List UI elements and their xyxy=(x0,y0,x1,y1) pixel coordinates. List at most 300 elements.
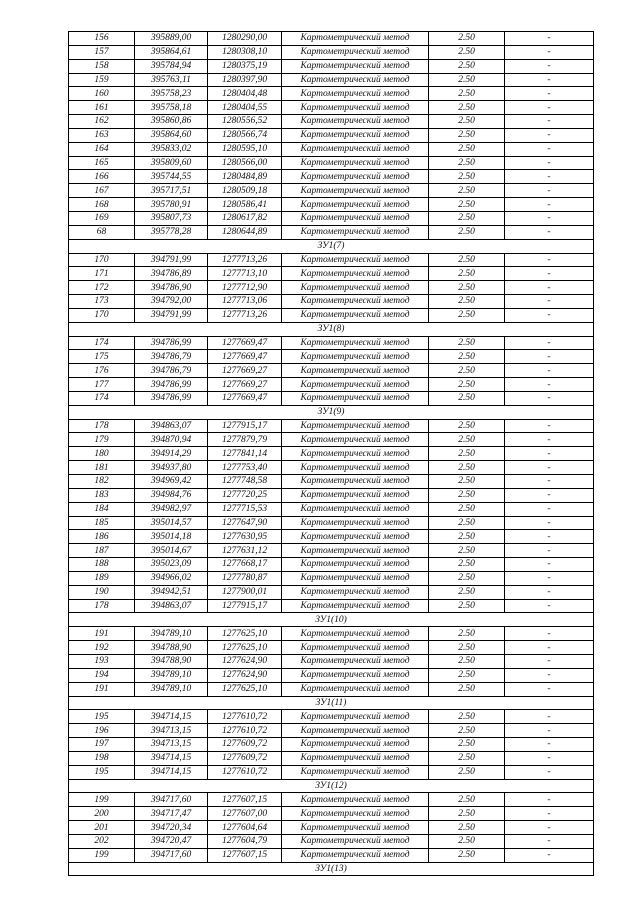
method-cell: Картометрический метод xyxy=(282,738,429,752)
y-coordinate: 1277753,40 xyxy=(208,461,282,475)
point-number: 198 xyxy=(69,751,135,765)
method-cell: Картометрический метод xyxy=(282,59,429,73)
accuracy-cell: 2.50 xyxy=(429,461,505,475)
point-number: 174 xyxy=(69,336,135,350)
point-number: 189 xyxy=(69,571,135,585)
dash-cell: - xyxy=(505,156,594,170)
point-number: 158 xyxy=(69,59,135,73)
method-cell: Картометрический метод xyxy=(282,198,429,212)
x-coordinate: 394786,79 xyxy=(135,350,208,364)
table-row xyxy=(69,59,594,73)
accuracy-cell: 2.50 xyxy=(429,710,505,724)
accuracy-cell: 2.50 xyxy=(429,87,505,101)
table-row xyxy=(69,128,594,142)
dash-cell: - xyxy=(505,170,594,184)
accuracy-cell: 2.50 xyxy=(429,115,505,129)
dash-cell: - xyxy=(505,267,594,281)
point-number: 195 xyxy=(69,710,135,724)
method-cell: Картометрический метод xyxy=(282,558,429,572)
x-coordinate: 394714,15 xyxy=(135,751,208,765)
x-coordinate: 395763,11 xyxy=(135,73,208,87)
y-coordinate: 1277668,17 xyxy=(208,558,282,572)
point-number: 191 xyxy=(69,682,135,696)
accuracy-cell: 2.50 xyxy=(429,641,505,655)
section-label: ЗУ1(12) xyxy=(69,779,594,793)
method-cell: Картометрический метод xyxy=(282,475,429,489)
method-cell: Картометрический метод xyxy=(282,419,429,433)
point-number: 184 xyxy=(69,502,135,516)
accuracy-cell: 2.50 xyxy=(429,682,505,696)
point-number: 169 xyxy=(69,211,135,225)
point-number: 201 xyxy=(69,821,135,835)
dash-cell: - xyxy=(505,848,594,862)
point-number: 162 xyxy=(69,115,135,129)
dash-cell: - xyxy=(505,336,594,350)
table-row xyxy=(69,834,594,848)
dash-cell: - xyxy=(505,627,594,641)
y-coordinate: 1280375,19 xyxy=(208,59,282,73)
point-number: 156 xyxy=(69,32,135,46)
x-coordinate: 394786,99 xyxy=(135,336,208,350)
y-coordinate: 1277669,47 xyxy=(208,336,282,350)
section-row xyxy=(69,405,594,419)
x-coordinate: 395784,94 xyxy=(135,59,208,73)
table-row xyxy=(69,101,594,115)
x-coordinate: 394791,99 xyxy=(135,253,208,267)
accuracy-cell: 2.50 xyxy=(429,738,505,752)
x-coordinate: 395860,86 xyxy=(135,115,208,129)
table-row xyxy=(69,115,594,129)
accuracy-cell: 2.50 xyxy=(429,627,505,641)
table-row xyxy=(69,710,594,724)
table-row xyxy=(69,793,594,807)
point-number: 196 xyxy=(69,724,135,738)
y-coordinate: 1277624,90 xyxy=(208,668,282,682)
dash-cell: - xyxy=(505,253,594,267)
point-number: 170 xyxy=(69,253,135,267)
dash-cell: - xyxy=(505,364,594,378)
method-cell: Картометрический метод xyxy=(282,267,429,281)
point-number: 168 xyxy=(69,198,135,212)
dash-cell: - xyxy=(505,793,594,807)
method-cell: Картометрический метод xyxy=(282,433,429,447)
y-coordinate: 1280556,52 xyxy=(208,115,282,129)
x-coordinate: 394942,51 xyxy=(135,585,208,599)
y-coordinate: 1280509,18 xyxy=(208,184,282,198)
x-coordinate: 395864,60 xyxy=(135,128,208,142)
point-number: 186 xyxy=(69,530,135,544)
x-coordinate: 394984,76 xyxy=(135,488,208,502)
point-number: 174 xyxy=(69,391,135,405)
table-row xyxy=(69,350,594,364)
x-coordinate: 395014,57 xyxy=(135,516,208,530)
dash-cell: - xyxy=(505,724,594,738)
section-label: ЗУ1(9) xyxy=(69,405,594,419)
table-row xyxy=(69,641,594,655)
table-row xyxy=(69,599,594,613)
dash-cell: - xyxy=(505,544,594,558)
dash-cell: - xyxy=(505,281,594,295)
table-row xyxy=(69,558,594,572)
method-cell: Картометрический метод xyxy=(282,502,429,516)
accuracy-cell: 2.50 xyxy=(429,198,505,212)
dash-cell: - xyxy=(505,682,594,696)
table-row xyxy=(69,488,594,502)
y-coordinate: 1277607,15 xyxy=(208,793,282,807)
method-cell: Картометрический метод xyxy=(282,350,429,364)
y-coordinate: 1280566,74 xyxy=(208,128,282,142)
y-coordinate: 1277607,15 xyxy=(208,848,282,862)
y-coordinate: 1277879,79 xyxy=(208,433,282,447)
table-row xyxy=(69,45,594,59)
y-coordinate: 1277713,10 xyxy=(208,267,282,281)
point-number: 165 xyxy=(69,156,135,170)
method-cell: Картометрический метод xyxy=(282,599,429,613)
method-cell: Картометрический метод xyxy=(282,654,429,668)
table-row xyxy=(69,267,594,281)
accuracy-cell: 2.50 xyxy=(429,751,505,765)
method-cell: Картометрический метод xyxy=(282,682,429,696)
table-row xyxy=(69,502,594,516)
point-number: 190 xyxy=(69,585,135,599)
section-row xyxy=(69,779,594,793)
accuracy-cell: 2.50 xyxy=(429,724,505,738)
dash-cell: - xyxy=(505,668,594,682)
point-number: 159 xyxy=(69,73,135,87)
accuracy-cell: 2.50 xyxy=(429,558,505,572)
section-label: ЗУ1(7) xyxy=(69,239,594,253)
dash-cell: - xyxy=(505,475,594,489)
table-row xyxy=(69,516,594,530)
dash-cell: - xyxy=(505,419,594,433)
point-number: 185 xyxy=(69,516,135,530)
x-coordinate: 395864,61 xyxy=(135,45,208,59)
y-coordinate: 1277900,01 xyxy=(208,585,282,599)
method-cell: Картометрический метод xyxy=(282,225,429,239)
dash-cell: - xyxy=(505,516,594,530)
x-coordinate: 394937,80 xyxy=(135,461,208,475)
dash-cell: - xyxy=(505,585,594,599)
accuracy-cell: 2.50 xyxy=(429,364,505,378)
method-cell: Картометрический метод xyxy=(282,571,429,585)
point-number: 199 xyxy=(69,848,135,862)
dash-cell: - xyxy=(505,295,594,309)
y-coordinate: 1277630,95 xyxy=(208,530,282,544)
table-row xyxy=(69,765,594,779)
point-number: 171 xyxy=(69,267,135,281)
section-row xyxy=(69,239,594,253)
accuracy-cell: 2.50 xyxy=(429,544,505,558)
table-row xyxy=(69,668,594,682)
x-coordinate: 394786,90 xyxy=(135,281,208,295)
x-coordinate: 395833,02 xyxy=(135,142,208,156)
point-number: 178 xyxy=(69,599,135,613)
method-cell: Картометрический метод xyxy=(282,668,429,682)
point-number: 172 xyxy=(69,281,135,295)
x-coordinate: 394713,15 xyxy=(135,724,208,738)
x-coordinate: 394982,97 xyxy=(135,502,208,516)
x-coordinate: 395889,00 xyxy=(135,32,208,46)
accuracy-cell: 2.50 xyxy=(429,848,505,862)
x-coordinate: 394717,60 xyxy=(135,848,208,862)
method-cell: Картометрический метод xyxy=(282,751,429,765)
table-row xyxy=(69,142,594,156)
point-number: 193 xyxy=(69,654,135,668)
method-cell: Картометрический метод xyxy=(282,156,429,170)
accuracy-cell: 2.50 xyxy=(429,391,505,405)
x-coordinate: 395758,23 xyxy=(135,87,208,101)
table-row xyxy=(69,461,594,475)
y-coordinate: 1277609,72 xyxy=(208,738,282,752)
accuracy-cell: 2.50 xyxy=(429,101,505,115)
accuracy-cell: 2.50 xyxy=(429,32,505,46)
dash-cell: - xyxy=(505,87,594,101)
accuracy-cell: 2.50 xyxy=(429,267,505,281)
accuracy-cell: 2.50 xyxy=(429,668,505,682)
x-coordinate: 395780,91 xyxy=(135,198,208,212)
y-coordinate: 1277607,00 xyxy=(208,807,282,821)
x-coordinate: 394966,02 xyxy=(135,571,208,585)
point-number: 187 xyxy=(69,544,135,558)
section-row xyxy=(69,696,594,710)
table-row xyxy=(69,32,594,46)
accuracy-cell: 2.50 xyxy=(429,488,505,502)
y-coordinate: 1277780,87 xyxy=(208,571,282,585)
table-row xyxy=(69,738,594,752)
table-row xyxy=(69,281,594,295)
method-cell: Картометрический метод xyxy=(282,544,429,558)
x-coordinate: 394720,47 xyxy=(135,834,208,848)
section-label: ЗУ1(8) xyxy=(69,322,594,336)
y-coordinate: 1277669,47 xyxy=(208,350,282,364)
dash-cell: - xyxy=(505,32,594,46)
y-coordinate: 1277609,72 xyxy=(208,751,282,765)
point-number: 157 xyxy=(69,45,135,59)
table-row xyxy=(69,654,594,668)
x-coordinate: 395809,60 xyxy=(135,156,208,170)
x-coordinate: 395744,55 xyxy=(135,170,208,184)
x-coordinate: 394713,15 xyxy=(135,738,208,752)
table-row xyxy=(69,530,594,544)
point-number: 177 xyxy=(69,378,135,392)
method-cell: Картометрический метод xyxy=(282,115,429,129)
method-cell: Картометрический метод xyxy=(282,32,429,46)
method-cell: Картометрический метод xyxy=(282,87,429,101)
accuracy-cell: 2.50 xyxy=(429,156,505,170)
point-number: 194 xyxy=(69,668,135,682)
section-row xyxy=(69,613,594,627)
y-coordinate: 1280290,00 xyxy=(208,32,282,46)
point-number: 163 xyxy=(69,128,135,142)
point-number: 202 xyxy=(69,834,135,848)
y-coordinate: 1277610,72 xyxy=(208,724,282,738)
table-row xyxy=(69,807,594,821)
dash-cell: - xyxy=(505,599,594,613)
point-number: 170 xyxy=(69,308,135,322)
x-coordinate: 394714,15 xyxy=(135,765,208,779)
x-coordinate: 394914,29 xyxy=(135,447,208,461)
dash-cell: - xyxy=(505,807,594,821)
y-coordinate: 1277604,79 xyxy=(208,834,282,848)
method-cell: Картометрический метод xyxy=(282,627,429,641)
point-number: 179 xyxy=(69,433,135,447)
method-cell: Картометрический метод xyxy=(282,364,429,378)
method-cell: Картометрический метод xyxy=(282,101,429,115)
point-number: 192 xyxy=(69,641,135,655)
accuracy-cell: 2.50 xyxy=(429,516,505,530)
point-number: 178 xyxy=(69,419,135,433)
x-coordinate: 394870,94 xyxy=(135,433,208,447)
dash-cell: - xyxy=(505,641,594,655)
y-coordinate: 1280566,00 xyxy=(208,156,282,170)
dash-cell: - xyxy=(505,115,594,129)
y-coordinate: 1277713,06 xyxy=(208,295,282,309)
dash-cell: - xyxy=(505,184,594,198)
accuracy-cell: 2.50 xyxy=(429,142,505,156)
table-row xyxy=(69,419,594,433)
x-coordinate: 394720,34 xyxy=(135,821,208,835)
dash-cell: - xyxy=(505,391,594,405)
method-cell: Картометрический метод xyxy=(282,516,429,530)
x-coordinate: 394786,99 xyxy=(135,378,208,392)
x-coordinate: 395014,18 xyxy=(135,530,208,544)
method-cell: Картометрический метод xyxy=(282,461,429,475)
table-row xyxy=(69,627,594,641)
y-coordinate: 1277713,26 xyxy=(208,253,282,267)
dash-cell: - xyxy=(505,571,594,585)
method-cell: Картометрический метод xyxy=(282,308,429,322)
method-cell: Картометрический метод xyxy=(282,253,429,267)
table-row xyxy=(69,364,594,378)
accuracy-cell: 2.50 xyxy=(429,59,505,73)
method-cell: Картометрический метод xyxy=(282,45,429,59)
section-label: ЗУ1(13) xyxy=(69,862,594,876)
point-number: 68 xyxy=(69,225,135,239)
y-coordinate: 1280404,55 xyxy=(208,101,282,115)
accuracy-cell: 2.50 xyxy=(429,502,505,516)
method-cell: Картометрический метод xyxy=(282,530,429,544)
accuracy-cell: 2.50 xyxy=(429,184,505,198)
y-coordinate: 1277610,72 xyxy=(208,710,282,724)
table-row xyxy=(69,295,594,309)
method-cell: Картометрический метод xyxy=(282,378,429,392)
x-coordinate: 394789,10 xyxy=(135,682,208,696)
accuracy-cell: 2.50 xyxy=(429,475,505,489)
coordinates-table xyxy=(68,31,594,876)
accuracy-cell: 2.50 xyxy=(429,571,505,585)
dash-cell: - xyxy=(505,211,594,225)
accuracy-cell: 2.50 xyxy=(429,654,505,668)
y-coordinate: 1280595,10 xyxy=(208,142,282,156)
accuracy-cell: 2.50 xyxy=(429,225,505,239)
accuracy-cell: 2.50 xyxy=(429,765,505,779)
y-coordinate: 1280397,90 xyxy=(208,73,282,87)
point-number: 183 xyxy=(69,488,135,502)
accuracy-cell: 2.50 xyxy=(429,45,505,59)
accuracy-cell: 2.50 xyxy=(429,530,505,544)
method-cell: Картометрический метод xyxy=(282,793,429,807)
accuracy-cell: 2.50 xyxy=(429,170,505,184)
table-row xyxy=(69,378,594,392)
table-row xyxy=(69,391,594,405)
x-coordinate: 394789,10 xyxy=(135,668,208,682)
dash-cell: - xyxy=(505,558,594,572)
y-coordinate: 1277712,90 xyxy=(208,281,282,295)
point-number: 199 xyxy=(69,793,135,807)
accuracy-cell: 2.50 xyxy=(429,211,505,225)
point-number: 167 xyxy=(69,184,135,198)
table-row xyxy=(69,821,594,835)
accuracy-cell: 2.50 xyxy=(429,447,505,461)
method-cell: Картометрический метод xyxy=(282,821,429,835)
x-coordinate: 394717,60 xyxy=(135,793,208,807)
y-coordinate: 1277720,25 xyxy=(208,488,282,502)
method-cell: Картометрический метод xyxy=(282,488,429,502)
point-number: 175 xyxy=(69,350,135,364)
y-coordinate: 1280308,10 xyxy=(208,45,282,59)
accuracy-cell: 2.50 xyxy=(429,585,505,599)
y-coordinate: 1277915,17 xyxy=(208,419,282,433)
accuracy-cell: 2.50 xyxy=(429,793,505,807)
method-cell: Картометрический метод xyxy=(282,834,429,848)
x-coordinate: 394786,89 xyxy=(135,267,208,281)
accuracy-cell: 2.50 xyxy=(429,350,505,364)
point-number: 182 xyxy=(69,475,135,489)
method-cell: Картометрический метод xyxy=(282,447,429,461)
table-row xyxy=(69,198,594,212)
y-coordinate: 1277625,10 xyxy=(208,627,282,641)
point-number: 181 xyxy=(69,461,135,475)
dash-cell: - xyxy=(505,461,594,475)
y-coordinate: 1280644,89 xyxy=(208,225,282,239)
y-coordinate: 1277713,26 xyxy=(208,308,282,322)
accuracy-cell: 2.50 xyxy=(429,834,505,848)
y-coordinate: 1277625,10 xyxy=(208,641,282,655)
table-row xyxy=(69,433,594,447)
table-row xyxy=(69,571,594,585)
method-cell: Картометрический метод xyxy=(282,170,429,184)
x-coordinate: 394788,90 xyxy=(135,641,208,655)
x-coordinate: 395014,67 xyxy=(135,544,208,558)
dash-cell: - xyxy=(505,73,594,87)
accuracy-cell: 2.50 xyxy=(429,281,505,295)
y-coordinate: 1277631,12 xyxy=(208,544,282,558)
point-number: 197 xyxy=(69,738,135,752)
table-row xyxy=(69,544,594,558)
x-coordinate: 394714,15 xyxy=(135,710,208,724)
dash-cell: - xyxy=(505,101,594,115)
dash-cell: - xyxy=(505,433,594,447)
x-coordinate: 394791,99 xyxy=(135,308,208,322)
dash-cell: - xyxy=(505,488,594,502)
dash-cell: - xyxy=(505,751,594,765)
y-coordinate: 1280617,82 xyxy=(208,211,282,225)
method-cell: Картометрический метод xyxy=(282,184,429,198)
x-coordinate: 394786,79 xyxy=(135,364,208,378)
x-coordinate: 394788,90 xyxy=(135,654,208,668)
x-coordinate: 394717,47 xyxy=(135,807,208,821)
method-cell: Картометрический метод xyxy=(282,281,429,295)
accuracy-cell: 2.50 xyxy=(429,378,505,392)
point-number: 161 xyxy=(69,101,135,115)
table-row xyxy=(69,184,594,198)
table-row xyxy=(69,848,594,862)
x-coordinate: 395758,18 xyxy=(135,101,208,115)
method-cell: Картометрический метод xyxy=(282,848,429,862)
section-row xyxy=(69,862,594,876)
method-cell: Картометрический метод xyxy=(282,807,429,821)
y-coordinate: 1277604,64 xyxy=(208,821,282,835)
